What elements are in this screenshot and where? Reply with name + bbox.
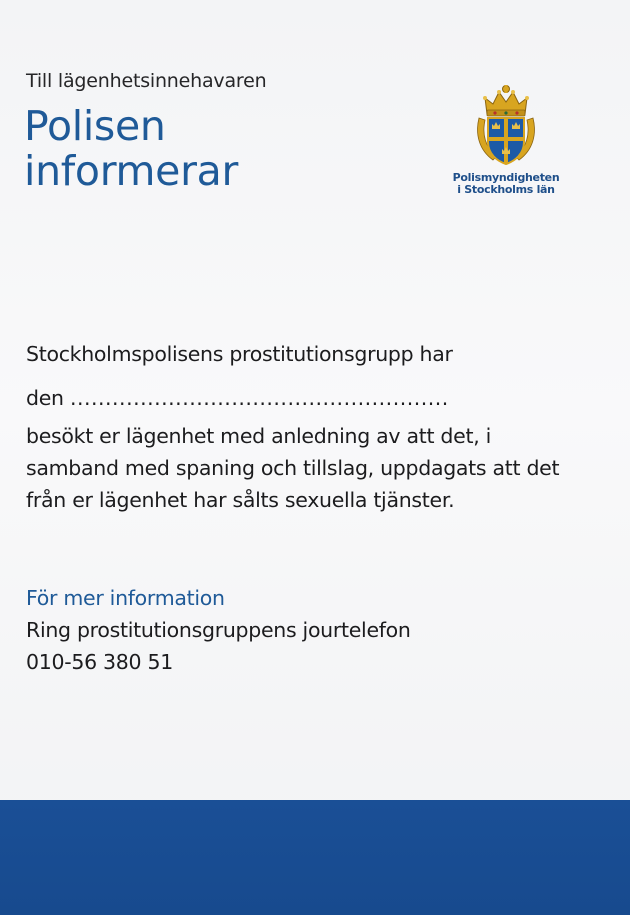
logo-line-1: Polismyndigheten (452, 171, 560, 184)
date-label: den (26, 386, 64, 410)
body-line-1: Stockholmspolisens prostitutionsgrupp har (26, 342, 453, 366)
police-crest-icon (473, 84, 539, 170)
date-blank: ...................................................... (69, 386, 449, 410)
logo-line-2: i Stockholms län (457, 183, 555, 196)
crown-icon (483, 85, 529, 116)
date-line (26, 382, 586, 414)
title-line-2: informerar (24, 147, 239, 195)
recipient-label: Till lägenhetsinnehavaren (26, 70, 267, 92)
title-line-1: Polisen (24, 102, 166, 150)
phone-number: 010-56 380 51 (26, 650, 173, 674)
info-line: Ring prostitutionsgruppens jourtelefon (26, 618, 411, 642)
info-heading: För mer information (26, 586, 225, 610)
page-title (24, 104, 238, 194)
contact-info (26, 582, 586, 678)
footer-band (0, 800, 630, 915)
police-logo (446, 84, 566, 196)
notice-body (26, 338, 586, 516)
body-paragraph: besökt er lägenhet med anledning av att det, i samband med spaning och tillslag, uppdagats att det från er lägenhet har sålts sexuella tjänster. (26, 424, 560, 512)
logo-wordmark (446, 172, 566, 196)
